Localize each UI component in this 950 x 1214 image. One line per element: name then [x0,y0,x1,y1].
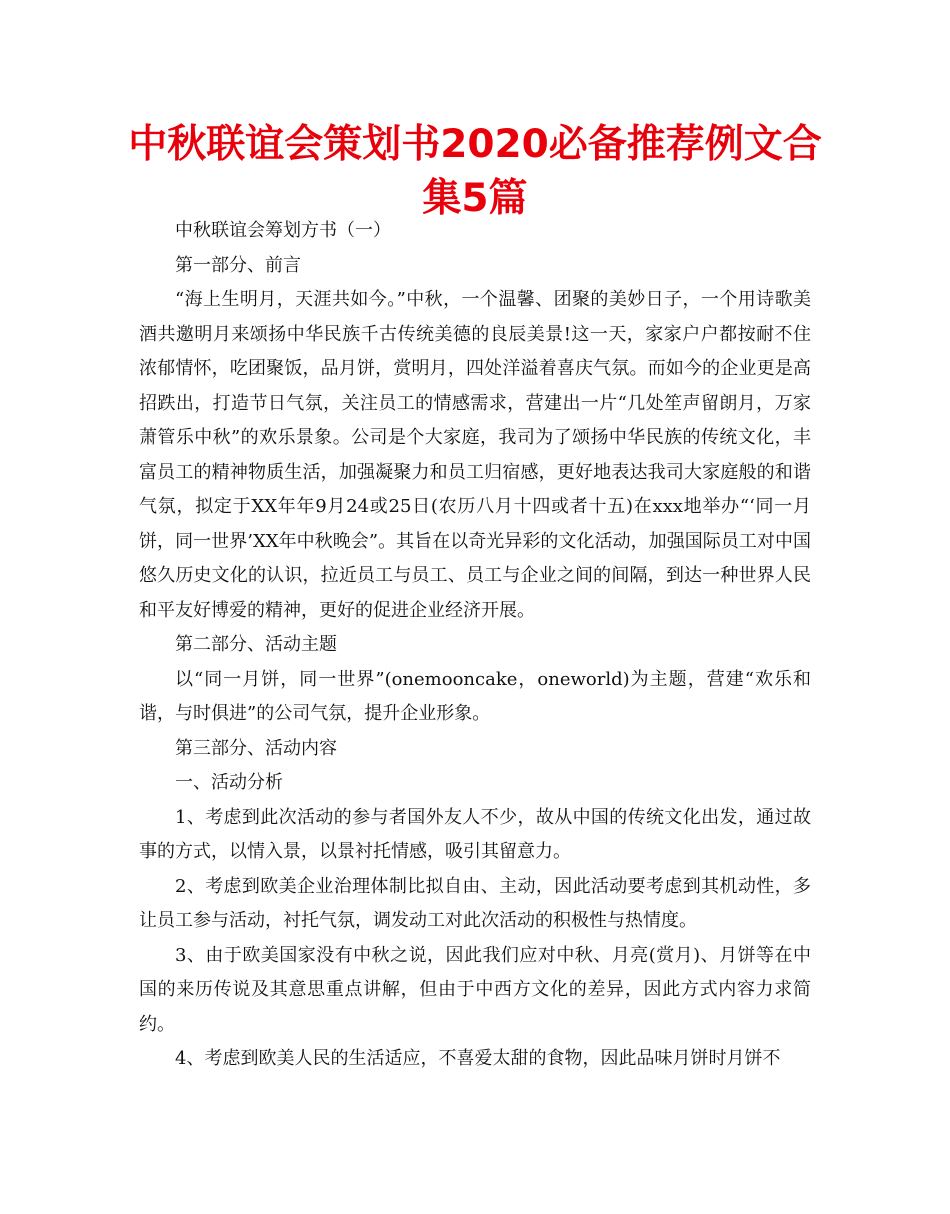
section-heading: 一、活动分析 [175,772,283,793]
section-heading: 中秋联谊会筹划方书（一） [175,220,391,241]
body-paragraph: 4、考虑到欧美人民的生活适应，不喜爱太甜的食物，因此品味月饼时月饼不 [175,1048,781,1069]
body-paragraph: 以“同一月饼，同一世界”(onemooncake，oneworld)为主题，营建“欢乐和谐，与时俱进”的公司气氛，提升企业形象。 [139,668,811,724]
document-body [139,214,811,1077]
section-heading: 第一部分、前言 [175,254,301,276]
section-heading: 第二部分、活动主题 [175,634,337,655]
body-paragraph: 1、考虑到此次活动的参与者国外友人不少，故从中国的传统文化出发，通过故事的方式，以情入景，以景衬托情感，吸引其留意力。 [139,806,811,862]
section-heading: 第三部分、活动内容 [175,737,337,759]
body-paragraph: 3、由于欧美国家没有中秋之说，因此我们应对中秋、月亮(赏月)、月饼等在中国的来历传说及其意思重点讲解，但由于中西方文化的差异，因此方式内容力求简约。 [139,944,811,1035]
body-paragraph: “海上生明月，天涯共如今。”中秋，一个温馨、团聚的美妙日子，一个用诗歌美酒共邀明月来颂扬中华民族千古传统美德的良辰美景!这一天，家家户户都按耐不住浓郁情怀，吃团聚饭，品月饼，赏明月，四处洋溢着喜庆气氛。而如今的企业更是高招跌出，打造节日气氛，关注员工的情感需求，营建出一片“几处笙声留朗月，万家萧管乐中秋”的欢乐景象。公司是个大家庭，我司为了颂扬中华民族的传统文化，丰富员工的精神物质生活，加强凝聚力和员工归宿感，更好地表达我司大家庭般的和谐气氛，拟定于XX年年9月24或25日(农历八月十四或者十五)在xxx地举办“‘同一月饼，同一世界’XX年中秋晚会”。其旨在以奇光异彩的文化活动，加强国际员工对中国悠久历史文化的认识，拉近员工与员工、员工与企业之间的间隔，到达一种世界人民和平友好博爱的精神，更好的促进企业经济开展。 [139,289,811,621]
document-title: 中秋联谊会策划书2020必备推荐例文合集5篇 [128,122,822,221]
body-paragraph: 2、考虑到欧美企业治理体制比拟自由、主动，因此活动要考虑到其机动性，多让员工参与活动，衬托气氛，调发动工对此次活动的积极性与热情度。 [139,875,811,931]
